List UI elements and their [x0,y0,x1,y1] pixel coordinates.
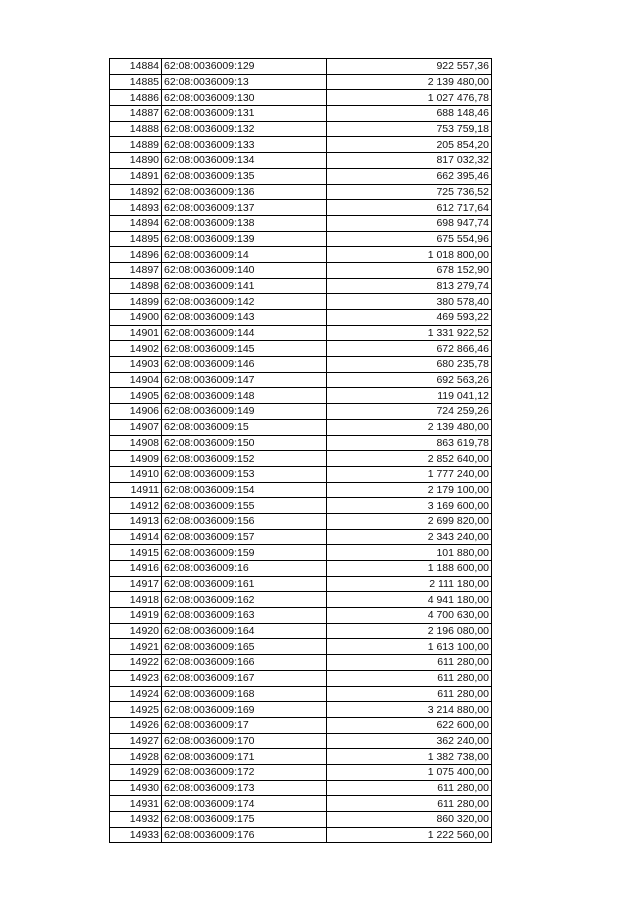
row-number-cell: 14906 [110,404,162,420]
table-row [110,529,492,545]
cadastral-number-cell: 62:08:0036009:161 [162,576,327,592]
cadastral-number-cell: 62:08:0036009:132 [162,121,327,137]
row-number-cell: 14927 [110,733,162,749]
cadastral-number-cell: 62:08:0036009:17 [162,717,327,733]
row-number-cell: 14903 [110,357,162,373]
cadastral-number-cell: 62:08:0036009:143 [162,310,327,326]
table-row [110,106,492,122]
cadastral-value-cell: 469 593,22 [327,310,492,326]
table-row [110,294,492,310]
cadastral-value-cell: 1 075 400,00 [327,764,492,780]
row-number-cell: 14884 [110,59,162,75]
cadastral-number-cell: 62:08:0036009:16 [162,561,327,577]
table-row [110,623,492,639]
cadastral-number-cell: 62:08:0036009:154 [162,482,327,498]
table-row [110,153,492,169]
row-number-cell: 14886 [110,90,162,106]
cadastral-number-cell: 62:08:0036009:13 [162,74,327,90]
cadastral-number-cell: 62:08:0036009:130 [162,90,327,106]
cadastral-value-cell: 4 700 630,00 [327,608,492,624]
cadastral-number-cell: 62:08:0036009:175 [162,812,327,828]
cadastral-value-cell: 611 280,00 [327,780,492,796]
cadastral-value-cell: 863 619,78 [327,435,492,451]
cadastral-number-cell: 62:08:0036009:176 [162,827,327,843]
table-row [110,796,492,812]
table-row [110,576,492,592]
row-number-cell: 14924 [110,686,162,702]
cadastral-value-cell: 672 866,46 [327,341,492,357]
cadastral-number-cell: 62:08:0036009:169 [162,702,327,718]
row-number-cell: 14911 [110,482,162,498]
table-row [110,686,492,702]
cadastral-value-cell: 3 169 600,00 [327,498,492,514]
table-row [110,545,492,561]
table-row [110,90,492,106]
table-row [110,812,492,828]
cadastral-number-cell: 62:08:0036009:140 [162,262,327,278]
row-number-cell: 14896 [110,247,162,263]
cadastral-value-cell: 611 280,00 [327,796,492,812]
row-number-cell: 14917 [110,576,162,592]
cadastral-value-cell: 817 032,32 [327,153,492,169]
table-row [110,655,492,671]
cadastral-value-cell: 2 196 080,00 [327,623,492,639]
cadastral-value-cell: 612 717,64 [327,200,492,216]
table-row [110,639,492,655]
row-number-cell: 14933 [110,827,162,843]
cadastral-value-cell: 678 152,90 [327,262,492,278]
table-row [110,388,492,404]
cadastral-value-cell: 2 111 180,00 [327,576,492,592]
cadastral-value-cell: 362 240,00 [327,733,492,749]
cadastral-value-cell: 688 148,46 [327,106,492,122]
row-number-cell: 14899 [110,294,162,310]
row-number-cell: 14922 [110,655,162,671]
table-row [110,780,492,796]
cadastral-number-cell: 62:08:0036009:145 [162,341,327,357]
cadastral-value-cell: 611 280,00 [327,686,492,702]
cadastral-value-cell: 692 563,26 [327,372,492,388]
table-row [110,341,492,357]
table-row [110,137,492,153]
table-row [110,404,492,420]
cadastral-value-cell: 922 557,36 [327,59,492,75]
cadastral-number-cell: 62:08:0036009:156 [162,513,327,529]
row-number-cell: 14897 [110,262,162,278]
table-row [110,121,492,137]
table-row [110,310,492,326]
table-row [110,200,492,216]
row-number-cell: 14914 [110,529,162,545]
cadastral-value-cell: 1 188 600,00 [327,561,492,577]
cadastral-number-cell: 62:08:0036009:171 [162,749,327,765]
row-number-cell: 14926 [110,717,162,733]
row-number-cell: 14898 [110,278,162,294]
cadastral-number-cell: 62:08:0036009:148 [162,388,327,404]
cadastral-number-cell: 62:08:0036009:134 [162,153,327,169]
cadastral-value-cell: 3 214 880,00 [327,702,492,718]
row-number-cell: 14910 [110,466,162,482]
cadastral-number-cell: 62:08:0036009:14 [162,247,327,263]
cadastral-number-cell: 62:08:0036009:173 [162,780,327,796]
cadastral-value-cell: 680 235,78 [327,357,492,373]
cadastral-number-cell: 62:08:0036009:165 [162,639,327,655]
cadastral-value-cell: 2 343 240,00 [327,529,492,545]
cadastral-value-cell: 611 280,00 [327,670,492,686]
row-number-cell: 14894 [110,215,162,231]
row-number-cell: 14932 [110,812,162,828]
cadastral-value-cell: 119 041,12 [327,388,492,404]
cadastral-number-cell: 62:08:0036009:133 [162,137,327,153]
row-number-cell: 14908 [110,435,162,451]
row-number-cell: 14931 [110,796,162,812]
cadastral-number-cell: 62:08:0036009:152 [162,451,327,467]
table-row [110,561,492,577]
cadastral-number-cell: 62:08:0036009:164 [162,623,327,639]
cadastral-value-cell: 724 259,26 [327,404,492,420]
table-row [110,498,492,514]
row-number-cell: 14912 [110,498,162,514]
cadastral-value-cell: 2 139 480,00 [327,419,492,435]
table-row [110,247,492,263]
row-number-cell: 14909 [110,451,162,467]
table-row [110,717,492,733]
row-number-cell: 14913 [110,513,162,529]
cadastral-number-cell: 62:08:0036009:137 [162,200,327,216]
cadastral-number-cell: 62:08:0036009:162 [162,592,327,608]
table-row [110,435,492,451]
cadastral-value-cell: 1 613 100,00 [327,639,492,655]
cadastral-value-cell: 1 222 560,00 [327,827,492,843]
row-number-cell: 14929 [110,764,162,780]
cadastral-number-cell: 62:08:0036009:136 [162,184,327,200]
cadastral-number-cell: 62:08:0036009:144 [162,325,327,341]
cadastral-number-cell: 62:08:0036009:15 [162,419,327,435]
row-number-cell: 14907 [110,419,162,435]
row-number-cell: 14889 [110,137,162,153]
cadastral-value-cell: 205 854,20 [327,137,492,153]
row-number-cell: 14893 [110,200,162,216]
table-row [110,608,492,624]
row-number-cell: 14916 [110,561,162,577]
row-number-cell: 14915 [110,545,162,561]
row-number-cell: 14885 [110,74,162,90]
cadastral-number-cell: 62:08:0036009:131 [162,106,327,122]
row-number-cell: 14928 [110,749,162,765]
cadastral-number-cell: 62:08:0036009:150 [162,435,327,451]
cadastral-number-cell: 62:08:0036009:142 [162,294,327,310]
cadastral-value-cell: 662 395,46 [327,168,492,184]
row-number-cell: 14930 [110,780,162,796]
row-number-cell: 14919 [110,608,162,624]
cadastral-number-cell: 62:08:0036009:167 [162,670,327,686]
cadastral-value-cell: 1 382 738,00 [327,749,492,765]
cadastral-number-cell: 62:08:0036009:172 [162,764,327,780]
row-number-cell: 14891 [110,168,162,184]
table-row [110,357,492,373]
cadastral-value-cell: 2 699 820,00 [327,513,492,529]
table-row [110,215,492,231]
cadastral-number-cell: 62:08:0036009:155 [162,498,327,514]
cadastral-number-cell: 62:08:0036009:166 [162,655,327,671]
row-number-cell: 14920 [110,623,162,639]
row-number-cell: 14902 [110,341,162,357]
cadastral-number-cell: 62:08:0036009:149 [162,404,327,420]
cadastral-number-cell: 62:08:0036009:138 [162,215,327,231]
cadastral-value-cell: 2 852 640,00 [327,451,492,467]
cadastral-number-cell: 62:08:0036009:147 [162,372,327,388]
cadastral-number-cell: 62:08:0036009:153 [162,466,327,482]
table-row [110,592,492,608]
cadastral-value-cell: 4 941 180,00 [327,592,492,608]
table-body [110,59,492,843]
table-row [110,702,492,718]
cadastral-number-cell: 62:08:0036009:135 [162,168,327,184]
row-number-cell: 14905 [110,388,162,404]
table-row [110,184,492,200]
cadastral-number-cell: 62:08:0036009:141 [162,278,327,294]
table-row [110,59,492,75]
cadastral-value-cell: 813 279,74 [327,278,492,294]
row-number-cell: 14925 [110,702,162,718]
row-number-cell: 14904 [110,372,162,388]
cadastral-value-cell: 698 947,74 [327,215,492,231]
cadastral-value-cell: 1 331 922,52 [327,325,492,341]
cadastral-value-cell: 860 320,00 [327,812,492,828]
cadastral-value-cell: 380 578,40 [327,294,492,310]
row-number-cell: 14888 [110,121,162,137]
row-number-cell: 14890 [110,153,162,169]
table-row [110,670,492,686]
table-row [110,466,492,482]
cadastral-number-cell: 62:08:0036009:163 [162,608,327,624]
cadastral-value-cell: 675 554,96 [327,231,492,247]
table-row [110,231,492,247]
row-number-cell: 14901 [110,325,162,341]
table-row [110,74,492,90]
cadastral-value-cell: 725 736,52 [327,184,492,200]
table-row [110,372,492,388]
table-row [110,482,492,498]
cadastral-number-cell: 62:08:0036009:146 [162,357,327,373]
row-number-cell: 14895 [110,231,162,247]
cadastral-value-cell: 101 880,00 [327,545,492,561]
table-row [110,827,492,843]
cadastral-number-cell: 62:08:0036009:157 [162,529,327,545]
cadastral-value-table [109,58,492,843]
row-number-cell: 14923 [110,670,162,686]
row-number-cell: 14900 [110,310,162,326]
table-row [110,168,492,184]
row-number-cell: 14921 [110,639,162,655]
table-row [110,451,492,467]
table-row [110,278,492,294]
cadastral-number-cell: 62:08:0036009:174 [162,796,327,812]
cadastral-value-cell: 1 018 800,00 [327,247,492,263]
cadastral-value-cell: 611 280,00 [327,655,492,671]
cadastral-number-cell: 62:08:0036009:139 [162,231,327,247]
row-number-cell: 14918 [110,592,162,608]
table-row [110,733,492,749]
table-row [110,262,492,278]
table-row [110,513,492,529]
row-number-cell: 14887 [110,106,162,122]
cadastral-value-cell: 1 777 240,00 [327,466,492,482]
cadastral-number-cell: 62:08:0036009:129 [162,59,327,75]
row-number-cell: 14892 [110,184,162,200]
table-row [110,749,492,765]
cadastral-number-cell: 62:08:0036009:168 [162,686,327,702]
cadastral-value-cell: 2 179 100,00 [327,482,492,498]
cadastral-value-cell: 2 139 480,00 [327,74,492,90]
cadastral-value-cell: 622 600,00 [327,717,492,733]
table-row [110,764,492,780]
table-row [110,419,492,435]
cadastral-number-cell: 62:08:0036009:159 [162,545,327,561]
table-row [110,325,492,341]
cadastral-number-cell: 62:08:0036009:170 [162,733,327,749]
cadastral-value-cell: 1 027 476,78 [327,90,492,106]
cadastral-value-cell: 753 759,18 [327,121,492,137]
